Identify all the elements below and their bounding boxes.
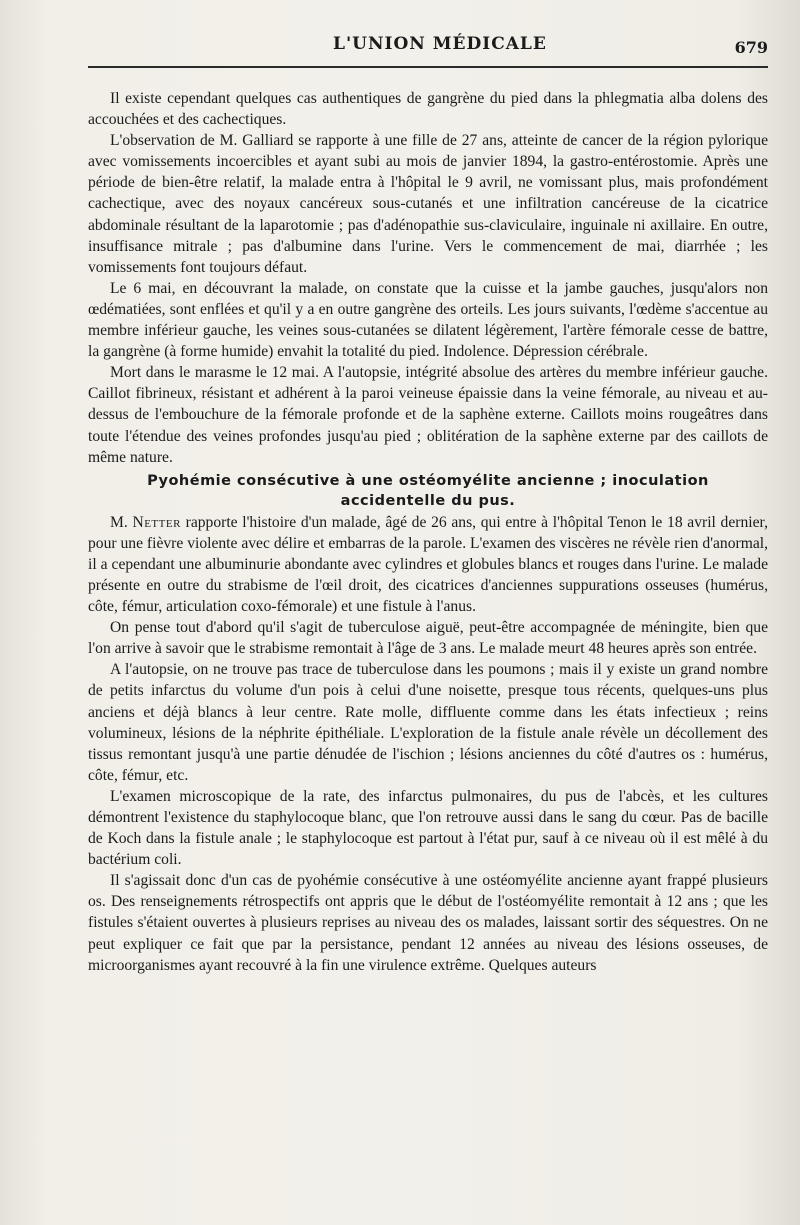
paragraph: L'examen microscopique de la rate, des infarctus pulmonaires, du pus de l'abcès, et les cultures démontrent l'existence du staphylocoque blanc, que l'on retrouve aussi dans le sang du cœur. Pas de bacille de Koch dans la fistule anale ; le staphylocoque est partout à l'état pur, sauf à ce niveau où il est mêlé à du bactérium coli. xyxy=(88,787,768,869)
paragraph xyxy=(88,512,768,617)
paragraph-text: rapporte l'histoire d'un malade, âgé de 26 ans, qui entre à l'hôpital Tenon le 18 avril dernier, pour une fièvre violente avec délire et embarras de la parole. L'examen des viscères ne révèle rien d'anormal, il a cependant une albuminurie abondante avec cylindres et globules blancs et rouges dans l'urine. Le malade présente en outre du strabisme de l'œil droit, des cicatrices d'anciennes suppurations osseuses (humérus, côte, fémur, articulation coxo-fémorale) et une fistule à l'anus. xyxy=(88,513,768,616)
paragraph: A l'autopsie, on ne trouve pas trace de tuberculose dans les poumons ; mais il y existe un grand nombre de petits infarctus du volume d'un pois à celui d'une noisette, presque tous récents, quelques-uns plus anciens et déjà blancs à leur centre. Rate molle, diffluente comme dans les états infectieux ; reins volumineux, lésions de la néphrite épithéliale. L'exploration de la fistule anale révèle un décollement des tissus remontant jusqu'à une partie dénudée de l'ischion ; lésions anciennes du côté d'autres os : humérus, côte, fémur, etc. xyxy=(88,661,768,784)
running-title: L'UNION MÉDICALE xyxy=(333,34,547,54)
section-heading-line: Pyohémie consécutive à une ostéomyélite ancienne ; inoculation xyxy=(147,472,709,489)
section-heading-line: accidentelle du pus. xyxy=(340,492,516,509)
page-header xyxy=(88,28,778,68)
paragraph: Il s'agissait donc d'un cas de pyohémie consécutive à une ostéomyélite ancienne ayant frappé plusieurs os. Des renseignements rétrospectifs ont appris que le début de l'ostéomyélite remontait à 12 ans ; que les fistules s'étaient ouvertes à plusieurs reprises au niveau des os malades, laissant sortir des séquestres. On ne peut expliquer ce fait que par la persistance, pendant 12 années au niveau des lésions osseuses, de microorganismes ayant recouvré à la fin une virulence extrême. Quelques auteurs xyxy=(88,872,768,974)
paragraph: Mort dans le marasme le 12 mai. A l'autopsie, intégrité absolue des artères du membre inférieur gauche. Caillot fibrineux, résistant et adhérent à la paroi veineuse épaissie dans la veine fémorale, au niveau et au-dessus de l'embouchure de la fémorale profonde et de la saphène externe. Caillots moins rougeâtres dans toute l'étendue des veines profondes jusqu'au pied ; oblitération de la saphène externe par des caillots de même nature. xyxy=(88,364,768,466)
page-number: 679 xyxy=(734,38,768,57)
body-text xyxy=(88,88,768,976)
paragraph: Le 6 mai, en découvrant la malade, on constate que la cuisse et la jambe gauches, jusqu'alors non œdématiées, sont enflées et qu'il y a en outre gangrène des orteils. Les jours suivants, l'œdème s'accentue au membre inférieur gauche, les veines sous-cutanées se dilatent légèrement, l'artère fémorale cesse de battre, la gangrène (à forme humide) envahit la totalité du pied. Indolence. Dépression cérébrale. xyxy=(88,279,768,361)
paragraph: L'observation de M. Galliard se rapporte à une fille de 27 ans, atteinte de cancer de la région pylorique avec vomissements incoercibles et ayant subi au mois de janvier 1894, la gastro-entérostomie. Après une période de bien-être relatif, la malade entra à l'hôpital le 9 avril, ne vomissant plus, mais profondément cachectique, avec des noyaux cancéreux sous-cutanés et une infiltration cancéreuse de la cicatrice abdominale résultant de la laparotomie ; pas d'adénopathie sus-claviculaire, inguinale ni axillaire. En outre, insuffisance mitrale ; pas d'albumine dans l'urine. Vers le commencement de mai, diarrhée ; les vomissements font toujours défaut. xyxy=(88,132,768,276)
header-rule xyxy=(88,66,768,68)
paragraph: Il existe cependant quelques cas authentiques de gangrène du pied dans la phlegmatia alba dolens des accouchées et des cachectiques. xyxy=(88,90,768,129)
paragraph-lead: M. xyxy=(110,513,133,531)
paragraph: On pense tout d'abord qu'il s'agit de tuberculose aiguë, peut-être accompagnée de méningite, bien que l'on arrive à savoir que le strabisme remontait à l'âge de 3 ans. Le malade meurt 48 heures après son entrée. xyxy=(88,619,768,658)
section-heading xyxy=(88,471,768,511)
author-name: Netter xyxy=(132,513,181,531)
